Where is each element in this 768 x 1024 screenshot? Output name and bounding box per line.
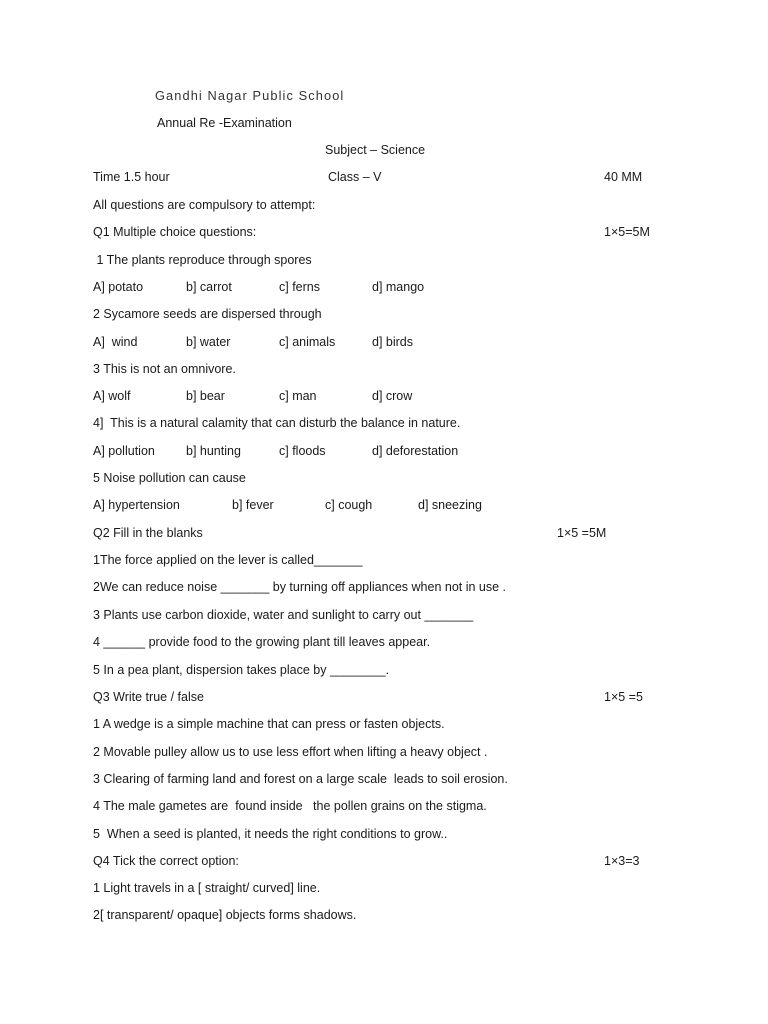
tick-question: 1 Light travels in a [ straight/ curved] line. bbox=[93, 881, 321, 895]
option-b: b] carrot bbox=[186, 280, 232, 294]
class-info: Class – V bbox=[328, 170, 382, 184]
q2-item-4 bbox=[0, 632, 768, 652]
option-a: A] pollution bbox=[93, 444, 155, 458]
option-d: d] sneezing bbox=[418, 498, 482, 512]
blank-question: 1The force applied on the lever is called_______ bbox=[93, 553, 363, 567]
tick-question: 2[ transparent/ opaque] objects forms shadows. bbox=[93, 908, 357, 922]
q1-question-4 bbox=[0, 413, 768, 433]
option-a: A] hypertension bbox=[93, 498, 180, 512]
q3-item-2 bbox=[0, 742, 768, 762]
q1-question-2 bbox=[0, 304, 768, 324]
exam-title: Annual Re -Examination bbox=[157, 116, 292, 130]
q2-marks: 1×5 =5M bbox=[557, 526, 607, 540]
option-b: b] bear bbox=[186, 389, 225, 403]
school-line bbox=[0, 86, 768, 106]
q3-item-4 bbox=[0, 796, 768, 816]
q3-item-5 bbox=[0, 824, 768, 844]
blank-question: 2We can reduce noise _______ by turning off appliances when not in use . bbox=[93, 580, 507, 594]
option-b: b] hunting bbox=[186, 444, 241, 458]
q4-marks: 1×3=3 bbox=[604, 854, 640, 868]
option-c: c] animals bbox=[279, 335, 336, 349]
true-false-question: 3 Clearing of farming land and forest on a large scale leads to soil erosion. bbox=[93, 772, 508, 786]
q2-item-5 bbox=[0, 660, 768, 680]
subject-line bbox=[0, 140, 768, 160]
q4-item-2 bbox=[0, 905, 768, 925]
blank-question: 5 In a pea plant, dispersion takes place by ________. bbox=[93, 663, 390, 677]
true-false-question: 5 When a seed is planted, it needs the right conditions to grow.. bbox=[93, 827, 448, 841]
q1-options-3 bbox=[0, 386, 768, 406]
true-false-question: 1 A wedge is a simple machine that can press or fasten objects. bbox=[93, 717, 445, 731]
true-false-question: 4 The male gametes are found inside the pollen grains on the stigma. bbox=[93, 799, 487, 813]
q1-question-1 bbox=[0, 250, 768, 270]
q1-marks: 1×5=5M bbox=[604, 225, 650, 239]
option-c: c] man bbox=[279, 389, 317, 403]
q2-item-1 bbox=[0, 550, 768, 570]
instructions-line bbox=[0, 195, 768, 215]
instructions: All questions are compulsory to attempt: bbox=[93, 198, 316, 212]
q1-options-4 bbox=[0, 441, 768, 461]
time-info: Time 1.5 hour bbox=[93, 170, 170, 184]
q3-item-3 bbox=[0, 769, 768, 789]
school-name: Gandhi Nagar Public School bbox=[155, 88, 345, 103]
q4-item-1 bbox=[0, 878, 768, 898]
subject-title: Subject – Science bbox=[325, 143, 426, 157]
q1-heading bbox=[0, 222, 768, 242]
meta-line bbox=[0, 167, 768, 187]
q3-marks: 1×5 =5 bbox=[604, 690, 643, 704]
q2-title: Q2 Fill in the blanks bbox=[93, 526, 203, 540]
max-marks: 40 MM bbox=[604, 170, 643, 184]
q3-item-1 bbox=[0, 714, 768, 734]
true-false-question: 2 Movable pulley allow us to use less effort when lifting a heavy object . bbox=[93, 745, 488, 759]
q3-title: Q3 Write true / false bbox=[93, 690, 204, 704]
exam-line bbox=[0, 113, 768, 133]
q1-options-1 bbox=[0, 277, 768, 297]
option-c: c] ferns bbox=[279, 280, 320, 294]
option-a: A] potato bbox=[93, 280, 144, 294]
question-text: 2 Sycamore seeds are dispersed through bbox=[93, 307, 322, 321]
q3-heading bbox=[0, 687, 768, 707]
question-text: 1 The plants reproduce through spores bbox=[93, 253, 312, 267]
q4-title: Q4 Tick the correct option: bbox=[93, 854, 239, 868]
q2-heading bbox=[0, 523, 768, 543]
option-b: b] fever bbox=[232, 498, 274, 512]
q2-item-3 bbox=[0, 605, 768, 625]
option-b: b] water bbox=[186, 335, 231, 349]
option-d: d] deforestation bbox=[372, 444, 459, 458]
q1-options-2 bbox=[0, 332, 768, 352]
option-d: d] mango bbox=[372, 280, 425, 294]
q4-heading bbox=[0, 851, 768, 871]
question-text: 5 Noise pollution can cause bbox=[93, 471, 246, 485]
option-d: d] crow bbox=[372, 389, 413, 403]
q1-question-3 bbox=[0, 359, 768, 379]
option-d: d] birds bbox=[372, 335, 413, 349]
question-text: 3 This is not an omnivore. bbox=[93, 362, 236, 376]
blank-question: 4 ______ provide food to the growing plant till leaves appear. bbox=[93, 635, 431, 649]
question-text: 4] This is a natural calamity that can disturb the balance in nature. bbox=[93, 416, 461, 430]
option-a: A] wolf bbox=[93, 389, 131, 403]
blank-question: 3 Plants use carbon dioxide, water and sunlight to carry out _______ bbox=[93, 608, 474, 622]
option-c: c] cough bbox=[325, 498, 373, 512]
q2-item-2 bbox=[0, 577, 768, 597]
q1-question-5 bbox=[0, 468, 768, 488]
option-c: c] floods bbox=[279, 444, 326, 458]
option-a: A] wind bbox=[93, 335, 138, 349]
q1-options-5 bbox=[0, 495, 768, 515]
q1-title: Q1 Multiple choice questions: bbox=[93, 225, 257, 239]
